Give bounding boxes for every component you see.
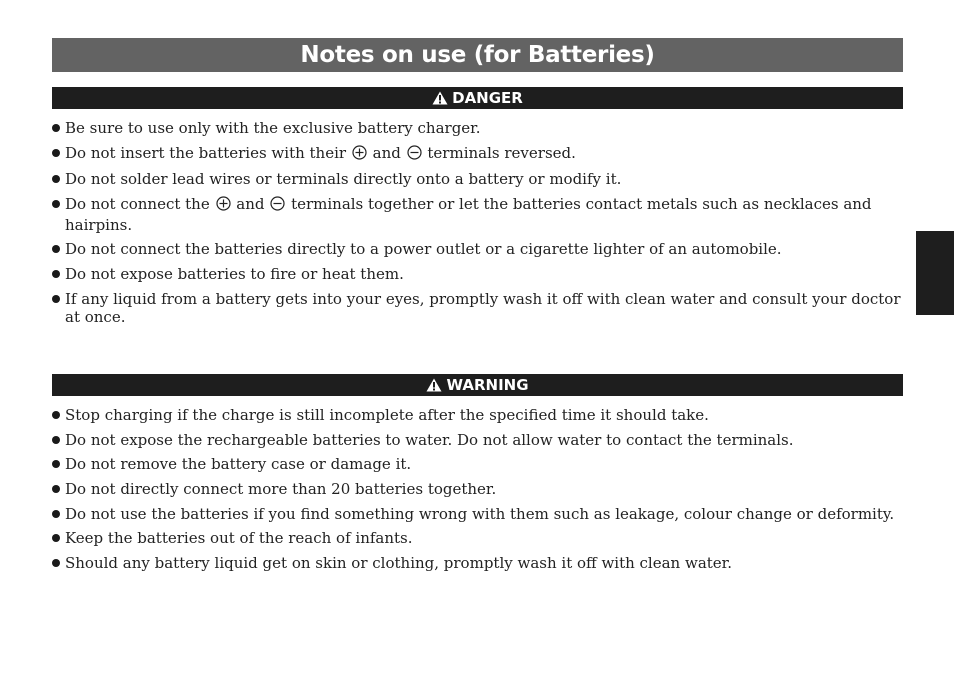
warning-heading-bar xyxy=(52,374,903,396)
bullet-icon xyxy=(52,485,60,493)
danger-item: Do not expose batteries to fire or heat them. xyxy=(52,265,903,284)
danger-item: Do not solder lead wires or terminals directly onto a battery or modify it. xyxy=(52,170,903,189)
bullet-icon xyxy=(52,510,60,518)
bullet-icon xyxy=(52,124,60,132)
warning-item: Do not expose the rechargeable batteries to water. Do not allow water to contact the terminals. xyxy=(52,431,903,450)
danger-heading-bar xyxy=(52,87,903,109)
bullet-icon xyxy=(52,559,60,567)
warning-triangle-icon xyxy=(426,376,442,398)
bullet-icon xyxy=(52,534,60,542)
side-thumb-tab xyxy=(916,231,954,315)
bullet-icon xyxy=(52,200,60,208)
warning-heading: WARNING xyxy=(446,376,529,394)
danger-item: Do not connect the batteries directly to a power outlet or a cigarette lighter of an automobile. xyxy=(52,240,903,259)
minus-terminal-icon xyxy=(407,145,422,165)
warning-item: Do not directly connect more than 20 batteries together. xyxy=(52,480,903,499)
danger-item: Do not connect the and terminals together or let the batteries contact metals such as necklaces and hairpins. xyxy=(52,195,903,234)
warning-item: Should any battery liquid get on skin or clothing, promptly wash it off with clean water. xyxy=(52,554,903,573)
plus-terminal-icon xyxy=(352,145,367,165)
minus-terminal-icon xyxy=(270,196,285,216)
warning-item: Do not remove the battery case or damage it. xyxy=(52,455,903,474)
bullet-icon xyxy=(52,245,60,253)
bullet-icon xyxy=(52,175,60,183)
plus-terminal-icon xyxy=(216,196,231,216)
warning-item: Do not use the batteries if you find something wrong with them such as leakage, colour change or deformity. xyxy=(52,505,903,524)
warning-triangle-icon xyxy=(432,89,448,111)
danger-list xyxy=(52,119,903,333)
bullet-icon xyxy=(52,411,60,419)
bullet-icon xyxy=(52,149,60,157)
danger-heading: DANGER xyxy=(452,89,523,107)
danger-item: Do not insert the batteries with their and terminals reversed. xyxy=(52,144,903,165)
warning-item: Keep the batteries out of the reach of infants. xyxy=(52,529,903,548)
warning-list xyxy=(52,406,903,579)
danger-item: Be sure to use only with the exclusive battery charger. xyxy=(52,119,903,138)
bullet-icon xyxy=(52,295,60,303)
page-title: Notes on use (for Batteries) xyxy=(52,38,903,72)
warning-item: Stop charging if the charge is still incomplete after the specified time it should take. xyxy=(52,406,903,425)
bullet-icon xyxy=(52,436,60,444)
bullet-icon xyxy=(52,460,60,468)
danger-item: If any liquid from a battery gets into your eyes, promptly wash it off with clean water and consult your doctor at once. xyxy=(52,290,903,327)
bullet-icon xyxy=(52,270,60,278)
